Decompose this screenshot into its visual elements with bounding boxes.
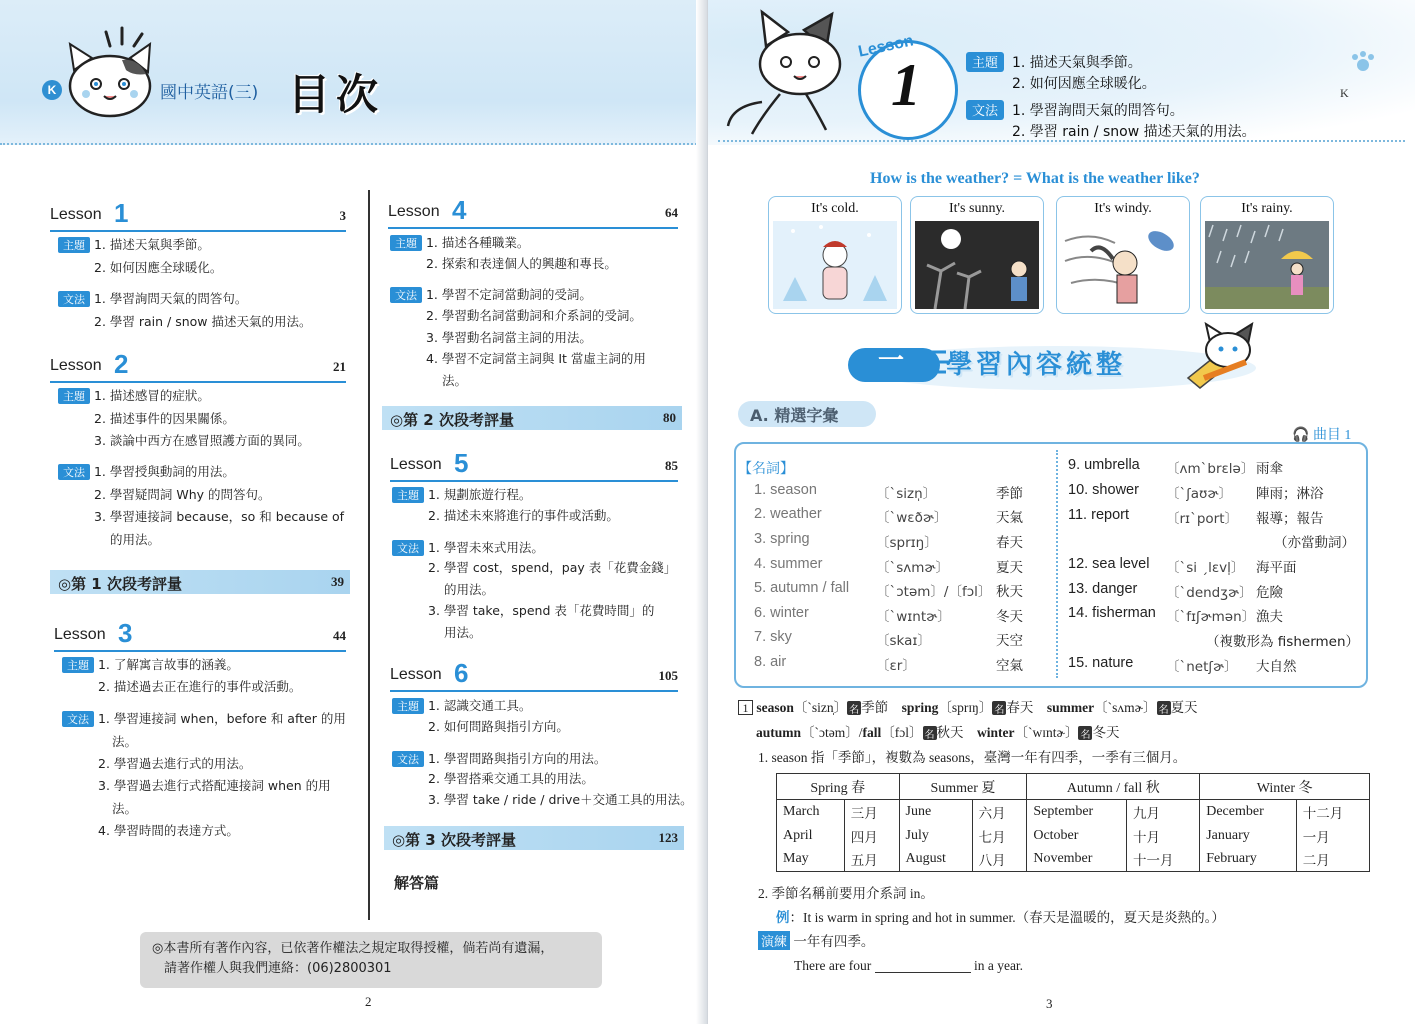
grammar-line: 1. 學習問路與指引方向的用法。 xyxy=(427,751,607,766)
note-ipa: 〔fɔl〕 xyxy=(881,725,923,740)
vocab-word: 13. danger xyxy=(1068,581,1138,597)
cat-pencil-icon xyxy=(1196,322,1258,382)
example-text: ：It is warm in spring and hot in summer.（春天是溫暖的，夏天是炎熱的。） xyxy=(789,910,1225,925)
lesson-rule xyxy=(54,650,346,652)
toc-exam-3[interactable] xyxy=(384,826,684,850)
vocab-ipa: 〔ʌmˋbrɛlə〕 xyxy=(1166,461,1255,477)
month-zh: 七月 xyxy=(972,824,1027,848)
note-ipa: 〔ˋsizn̩〕 xyxy=(793,700,848,715)
toc-lesson-5[interactable] xyxy=(390,448,678,484)
weather-card-cold xyxy=(768,196,902,314)
grammar-line: 3. 學習連接詞 because，so 和 because of xyxy=(94,509,345,524)
vocab-word: 7. sky xyxy=(754,629,792,645)
lesson-page: 64 xyxy=(665,205,678,220)
note-meaning: 春天 xyxy=(1006,700,1034,715)
weather-card-rainy xyxy=(1200,196,1334,314)
note-word: spring xyxy=(901,700,939,715)
month-zh: 二月 xyxy=(1296,848,1369,872)
practice-line xyxy=(758,930,874,950)
lesson-word: Lesson xyxy=(390,666,442,683)
vocab-meaning: 天氣 xyxy=(996,510,1023,526)
cat-mascot-icon xyxy=(722,6,852,136)
example-line xyxy=(776,906,1225,926)
grammar-line: 2. 學習搭乘交通工具的用法。 xyxy=(428,771,594,786)
note-meaning: 夏天 xyxy=(1170,700,1198,715)
grammar-tag: 文法 xyxy=(392,751,424,767)
vocab-meaning: 危險 xyxy=(1256,585,1283,601)
series-mark: K xyxy=(1340,86,1349,100)
note-number: 1 xyxy=(738,700,753,715)
topic-line: 2. 描述過去正在進行的事件或活動。 xyxy=(98,679,302,694)
lesson-page: 21 xyxy=(333,359,346,374)
topic-line: 1. 描述各種職業。 xyxy=(425,235,530,250)
month-zh: 五月 xyxy=(844,848,899,872)
topic-line: 2. 如何因應全球暖化。 xyxy=(1012,76,1156,92)
exam-page: 39 xyxy=(331,574,344,589)
vocab-ipa: 〔rɪˋport〕 xyxy=(1166,511,1238,527)
vocab-word: 10. shower xyxy=(1068,482,1139,498)
noun-badge: 名 xyxy=(992,701,1006,715)
exam-page: 80 xyxy=(663,410,676,425)
lesson-number: 4 xyxy=(452,195,467,225)
weather-card-sunny xyxy=(910,196,1044,314)
practice-sentence xyxy=(794,958,1023,974)
grammar-line: 1. 學習不定詞當動詞的受詞。 xyxy=(425,287,592,302)
vocab-word: 15. nature xyxy=(1068,655,1134,671)
month-en: November xyxy=(1027,848,1127,872)
grammar-line: 的用法。 xyxy=(110,532,161,547)
note-meaning: 冬天 xyxy=(1092,725,1120,740)
grammar-line: 1. 學習詢問天氣的問答句。 xyxy=(93,291,248,306)
grammar-tag: 文法 xyxy=(390,287,422,303)
rain-scene-icon xyxy=(1205,221,1329,309)
practice-prompt: 一年有四季。 xyxy=(793,934,875,949)
month-en: December xyxy=(1200,800,1297,824)
topic-line: 1. 規劃旅遊行程。 xyxy=(427,487,532,502)
noun-badge: 名 xyxy=(923,726,937,740)
topic-line: 1. 描述天氣與季節。 xyxy=(93,237,210,252)
topic-line: 2. 探索和表達個人的興趣和專長。 xyxy=(426,256,617,271)
grammar-line: 2. 學習疑問詞 Why 的問答句。 xyxy=(94,487,271,502)
topic-tag: 主題 xyxy=(392,698,424,714)
topic-line: 1. 描述感冒的症狀。 xyxy=(93,388,210,403)
grammar-tag: 文法 xyxy=(392,540,424,556)
vocab-word: 1. season xyxy=(754,482,817,498)
topic-line: 1. 描述天氣與季節。 xyxy=(1012,55,1142,71)
toc-exam-2[interactable] xyxy=(382,406,682,430)
weather-caption: It's cold. xyxy=(811,201,859,216)
month-en: October xyxy=(1027,824,1127,848)
section-title: 學習內容統整 xyxy=(946,350,1127,380)
lesson-rule xyxy=(390,690,678,692)
grammar-line: 3. 學習 take / ride / drive＋交通工具的用法。 xyxy=(428,792,693,807)
topic-line: 2. 如何因應全球暖化。 xyxy=(94,260,223,275)
topic-line: 1. 了解寓言故事的涵義。 xyxy=(97,657,239,672)
lesson-page: 3 xyxy=(339,208,346,223)
lesson-number: 1 xyxy=(114,198,129,228)
lesson-rule xyxy=(390,480,678,482)
toc-exam-1[interactable] xyxy=(50,570,350,594)
vocab-meaning: 空氣 xyxy=(996,658,1023,674)
toc-lesson-4[interactable] xyxy=(388,195,678,231)
vocab-ipa: 〔ˋdendʒɚ〕 xyxy=(1166,585,1253,601)
table-header-row xyxy=(777,774,1370,800)
grammar-tag: 文法 xyxy=(966,100,1004,120)
grammar-line: 1. 學習未來式用法。 xyxy=(427,540,544,555)
grammar-line: 1. 學習詢問天氣的問答句。 xyxy=(1012,103,1184,119)
grammar-line: 法。 xyxy=(112,734,138,749)
vocab-meaning: 漁夫 xyxy=(1256,609,1283,625)
vocab-meaning: 報導；報告 xyxy=(1256,511,1324,527)
grammar-tag: 文法 xyxy=(58,291,90,307)
note-word: autumn xyxy=(756,725,802,740)
lesson-word: Lesson xyxy=(54,626,106,643)
example-label: 例 xyxy=(776,910,790,925)
toc-lesson-2[interactable] xyxy=(50,349,346,385)
month-en: January xyxy=(1200,824,1297,848)
lesson-number: 6 xyxy=(454,658,469,688)
month-zh: 一月 xyxy=(1296,824,1369,848)
paw-print-icon xyxy=(1350,50,1376,72)
season-header: Spring 春 xyxy=(777,774,900,800)
lesson-word: Lesson xyxy=(390,456,442,473)
weather-caption: It's sunny. xyxy=(948,201,1006,216)
book-name: 國中英語(三) xyxy=(160,83,259,103)
weather-question: How is the weather? = What is the weather like? xyxy=(870,170,1200,187)
point-1: 1. season 指「季節」，複數為 seasons，臺灣一年有四季，一季有三個月。 xyxy=(758,750,1187,765)
vocab-meaning: 夏天 xyxy=(996,560,1023,576)
vocab-ipa: 〔ˋʃaʊɚ〕 xyxy=(1166,486,1232,502)
lesson-rule xyxy=(50,381,346,383)
grammar-line: 的用法。 xyxy=(444,582,495,597)
month-zh: 六月 xyxy=(972,800,1027,824)
exam-page: 123 xyxy=(658,830,678,845)
answer-blank[interactable] xyxy=(875,959,971,973)
note-ipa: 〔sprɪŋ〕 xyxy=(938,700,993,715)
page-title: 目次 xyxy=(288,70,385,119)
grammar-line: 3. 學習動名詞當主詞的用法。 xyxy=(426,330,592,345)
sparkle-icon xyxy=(104,26,148,50)
table-row xyxy=(777,800,1370,824)
lesson-page: 85 xyxy=(665,458,678,473)
month-zh: 十一月 xyxy=(1127,848,1200,872)
vocab-meaning: 陣雨；淋浴 xyxy=(1256,486,1324,502)
noun-badge: 名 xyxy=(1157,701,1171,715)
month-zh: 九月 xyxy=(1127,800,1200,824)
page-number: 2 xyxy=(365,994,372,1009)
note-ipa: 〔ˋsʌmɚ〕 xyxy=(1094,700,1157,715)
vocab-ipa: 〔ˋsi ˏlɛvl̩〕 xyxy=(1166,560,1245,576)
toc-header xyxy=(0,0,708,145)
note-word: season xyxy=(756,700,794,715)
vocab-meaning: 季節 xyxy=(996,486,1023,502)
vocab-meaning: 海平面 xyxy=(1256,560,1297,576)
month-zh: 三月 xyxy=(844,800,899,824)
vocab-word: 12. sea level xyxy=(1068,556,1150,572)
grammar-line: 2. 學習動名詞當動詞和介系詞的受詞。 xyxy=(426,308,642,323)
grammar-tag: 文法 xyxy=(62,711,94,727)
lesson-number: 1 xyxy=(891,52,921,118)
topic-line: 2. 描述事件的因果關係。 xyxy=(94,411,235,426)
table-row xyxy=(777,824,1370,848)
vocab-ipa: 〔ˋfɪʃɚmən〕 xyxy=(1166,609,1256,625)
noun-label: 【名詞】 xyxy=(738,461,794,477)
grammar-line: 2. 學習過去進行式的用法。 xyxy=(98,756,252,771)
topic-line: 2. 描述未來將進行的事件或活動。 xyxy=(428,508,619,523)
table-row xyxy=(777,848,1370,872)
cat-mascot-icon xyxy=(64,40,156,122)
vocab-word: 9. umbrella xyxy=(1068,457,1140,473)
toc-lesson-3[interactable] xyxy=(54,618,346,654)
topic-tag: 主題 xyxy=(62,657,94,673)
vocab-word: 14. fisherman xyxy=(1068,605,1156,621)
vocab-word: 11. report xyxy=(1068,507,1129,523)
weather-caption: It's rainy. xyxy=(1241,201,1293,216)
season-header: Winter 冬 xyxy=(1200,774,1370,800)
month-en: July xyxy=(899,824,972,848)
topic-tag: 主題 xyxy=(966,52,1004,72)
lesson-number: 3 xyxy=(118,618,133,648)
grammar-line: 法。 xyxy=(112,801,138,816)
grammar-line: 1. 學習連接詞 when，before 和 after 的用 xyxy=(97,711,346,726)
note-line-1 xyxy=(738,696,1198,716)
vocab-ipa: 〔ɛr〕 xyxy=(876,658,916,674)
vocab-ipa: 〔ˋsizn̩〕 xyxy=(876,486,937,502)
lesson-rule xyxy=(50,230,346,232)
lesson-word: Lesson xyxy=(50,357,102,374)
copyright-line: ◎本書所有著作內容，已依著作權法之規定取得授權，倘若尚有遺漏， xyxy=(152,941,554,956)
grammar-line: 2. 學習 cost，spend，pay 表「花費金錢」 xyxy=(428,560,677,575)
practice-post: in a year. xyxy=(973,958,1024,973)
month-zh: 四月 xyxy=(844,824,899,848)
month-zh: 八月 xyxy=(972,848,1027,872)
weather-caption: It's windy. xyxy=(1094,201,1152,216)
vocab-ipa: 〔sprɪŋ〕 xyxy=(876,535,938,551)
grammar-line: 2. 學習 rain / snow 描述天氣的用法。 xyxy=(1012,124,1256,140)
lesson-rule xyxy=(388,227,678,229)
month-zh: 十月 xyxy=(1127,824,1200,848)
topic-tag: 主題 xyxy=(58,388,90,404)
grammar-line: 1. 學習授與動詞的用法。 xyxy=(93,464,235,479)
topic-tag: 主題 xyxy=(58,237,90,253)
copyright-line: 請著作權人與我們連絡：(06)2800301 xyxy=(164,961,392,976)
month-en: June xyxy=(899,800,972,824)
note-word: winter xyxy=(977,725,1015,740)
note-meaning: 季節 xyxy=(861,700,889,715)
practice-label: 演練 xyxy=(758,931,790,950)
wind-scene-icon xyxy=(1061,221,1185,309)
vocab-ipa: 〔skaɪ〕 xyxy=(876,633,931,649)
month-en: September xyxy=(1027,800,1127,824)
track-label: 曲目 1 xyxy=(1312,428,1352,443)
noun-badge: 名 xyxy=(1078,726,1092,740)
lesson-number: 5 xyxy=(454,448,469,478)
grammar-line: 3. 學習 take，spend 表「花費時間」的 xyxy=(428,603,655,618)
vocab-ipa: 〔ˋwɛðɚ〕 xyxy=(876,510,948,526)
vocab-note: （複數形為 fishermen） xyxy=(1206,634,1360,650)
note-ipa: 〔ˋɔtəm〕/ xyxy=(801,725,863,740)
vocab-meaning: 雨傘 xyxy=(1256,461,1283,477)
copyright-notice xyxy=(140,932,602,988)
vocab-ipa: 〔ˋwɪntɚ〕 xyxy=(876,609,951,625)
weather-card-windy xyxy=(1056,196,1190,314)
grammar-line: 4. 學習不定詞當主詞與 It 當虛主詞的用 xyxy=(426,351,646,366)
season-header: Autumn / fall 秋 xyxy=(1027,774,1200,800)
page-number: 3 xyxy=(1046,996,1053,1011)
season-header: Summer 夏 xyxy=(899,774,1027,800)
note-meaning: 秋天 xyxy=(936,725,964,740)
topic-line: 3. 談論中西方在感冒照護方面的異同。 xyxy=(94,433,310,448)
vocab-ipa: 〔ˋnetʃɚ〕 xyxy=(1166,659,1238,675)
vocab-word: 6. winter xyxy=(754,605,809,621)
vocab-word: 4. summer xyxy=(754,556,823,572)
point-2: 2. 季節名稱前要用介系詞 in。 xyxy=(758,886,934,901)
grammar-line: 法。 xyxy=(442,373,468,388)
toc-lesson-6[interactable] xyxy=(390,658,678,694)
practice-pre: There are four xyxy=(794,958,872,973)
lesson-page: 44 xyxy=(333,628,346,643)
vocab-word: 5. autumn / fall xyxy=(754,580,850,596)
audio-track[interactable] xyxy=(1292,424,1351,444)
lesson-word: Lesson xyxy=(388,203,440,220)
snow-scene-icon xyxy=(773,221,897,309)
vocab-divider xyxy=(1056,450,1058,678)
noun-badge: 名 xyxy=(847,701,861,715)
vocab-meaning: 大自然 xyxy=(1256,659,1297,675)
month-zh: 十二月 xyxy=(1296,800,1369,824)
month-en: March xyxy=(777,800,845,824)
exam-label: ◎第 2 次段考評量 xyxy=(390,411,514,429)
vocab-meaning: 秋天 xyxy=(996,584,1023,600)
vocab-meaning: 春天 xyxy=(996,535,1023,551)
exam-label: ◎第 3 次段考評量 xyxy=(392,831,516,849)
banner-prefix: 一 xyxy=(878,346,905,376)
vocab-section-heading: A. 精選字彙 xyxy=(738,401,876,427)
vocab-word: 8. air xyxy=(754,654,787,670)
grammar-line: 3. 學習過去進行式搭配連接詞 when 的用 xyxy=(98,778,331,793)
grammar-tag: 文法 xyxy=(58,464,90,480)
month-en: May xyxy=(777,848,845,872)
toc-answers[interactable]: 解答篇 xyxy=(394,874,440,892)
lesson-word: Lesson xyxy=(856,32,916,61)
grammar-line: 用法。 xyxy=(444,625,482,640)
grammar-line: 4. 學習時間的表達方式。 xyxy=(98,823,239,838)
lesson-page: 105 xyxy=(658,668,678,683)
column-divider xyxy=(368,190,370,920)
months-table xyxy=(776,773,1370,872)
vocab-note: （亦當動詞） xyxy=(1274,535,1355,551)
vocab-meaning: 天空 xyxy=(996,633,1023,649)
exam-label: ◎第 1 次段考評量 xyxy=(58,575,182,593)
topic-tag: 主題 xyxy=(392,487,424,503)
month-en: August xyxy=(899,848,972,872)
grammar-line: 2. 學習 rain / snow 描述天氣的用法。 xyxy=(94,314,312,329)
sun-scene-icon xyxy=(915,221,1039,309)
right-page xyxy=(708,0,1415,1024)
toc-lesson-1[interactable] xyxy=(50,198,346,234)
vocab-word: 2. weather xyxy=(754,506,822,522)
lesson-word: Lesson xyxy=(50,206,102,223)
topic-line: 2. 如何問路與指引方向。 xyxy=(428,719,569,734)
note-line-2 xyxy=(756,721,1119,741)
headphones-icon: 🎧 xyxy=(1292,428,1310,443)
topic-line: 1. 認識交通工具。 xyxy=(427,698,532,713)
series-badge: K xyxy=(42,80,62,100)
month-en: February xyxy=(1200,848,1297,872)
vocab-ipa: 〔ˋɔtəm〕/〔fɔl〕 xyxy=(876,584,992,600)
vocab-meaning: 冬天 xyxy=(996,609,1023,625)
vocab-word: 3. spring xyxy=(754,531,810,547)
note-ipa: 〔ˋwɪntɚ〕 xyxy=(1014,725,1079,740)
month-en: April xyxy=(777,824,845,848)
note-word: fall xyxy=(862,725,882,740)
topic-tag: 主題 xyxy=(390,235,422,251)
lesson-number: 2 xyxy=(114,349,129,379)
vocab-ipa: 〔ˋsʌmɚ〕 xyxy=(876,560,949,576)
note-word: summer xyxy=(1046,700,1095,715)
